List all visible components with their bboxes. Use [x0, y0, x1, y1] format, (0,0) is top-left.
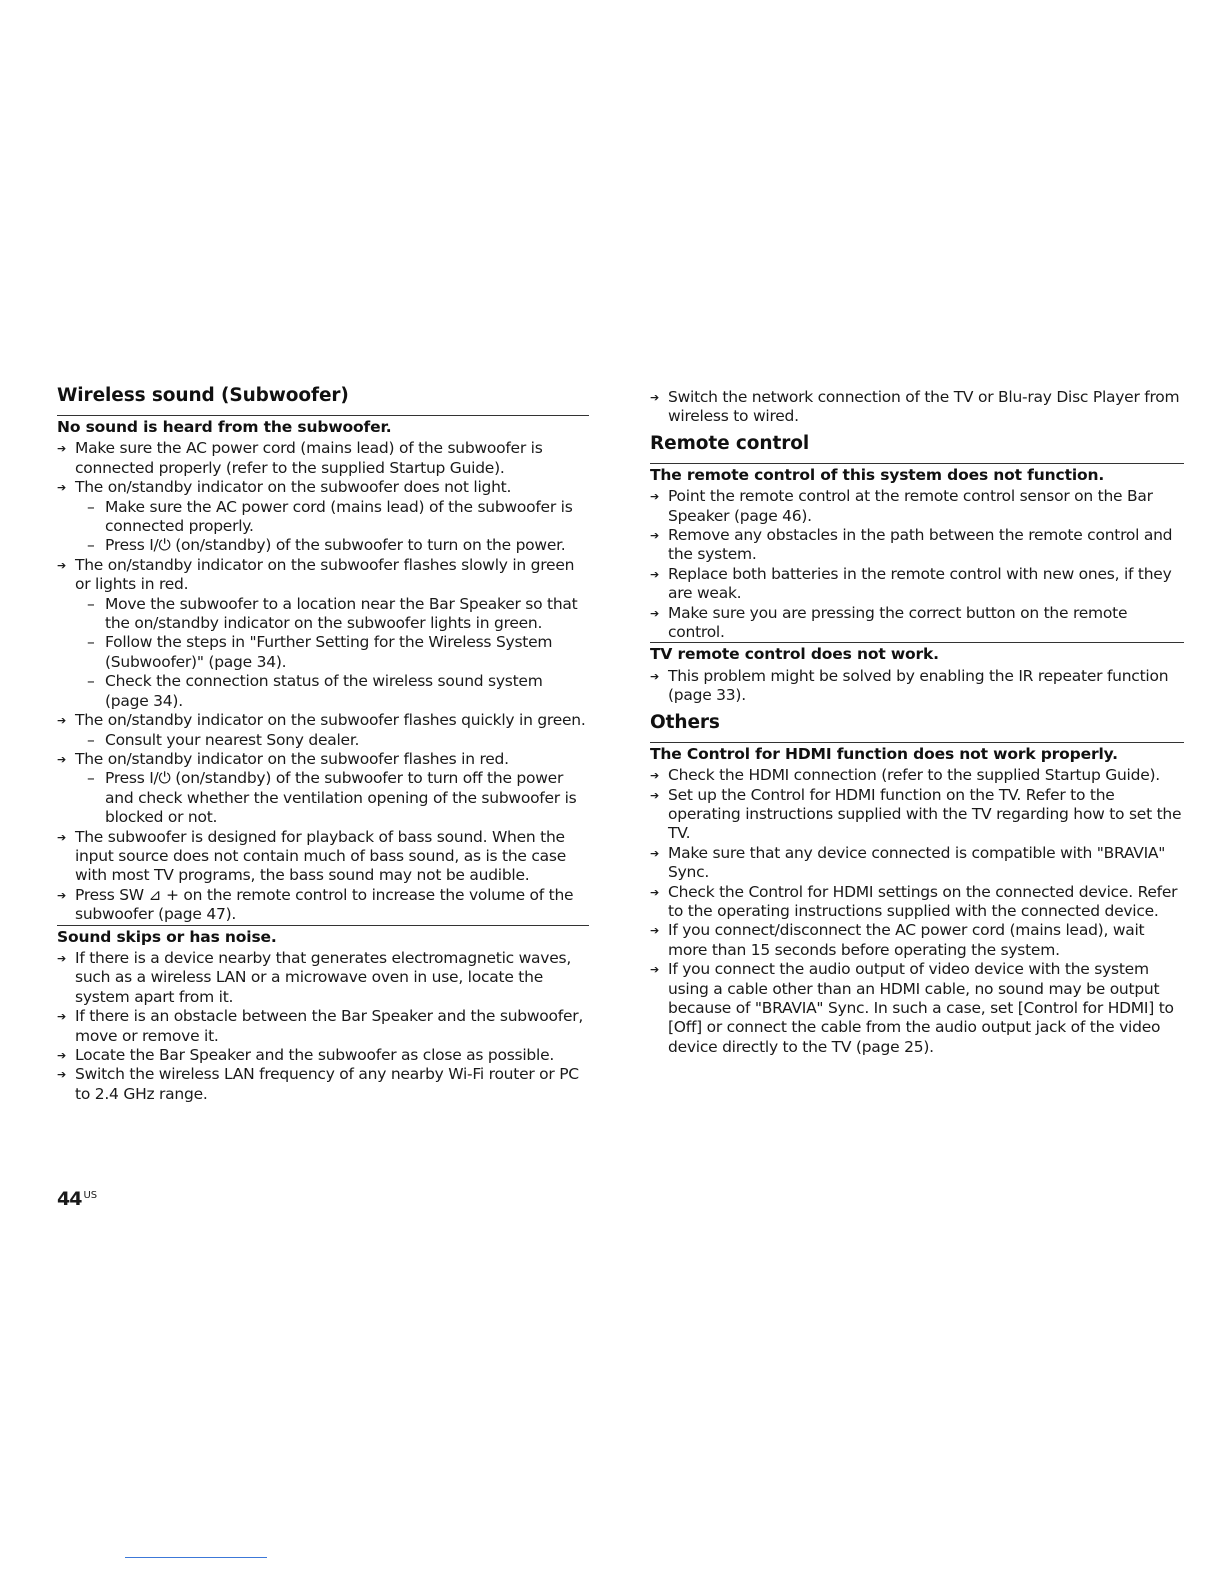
- list-item: ➔ The on/standby indicator on the subwoofer flashes slowly in green or lights in red.: [57, 556, 589, 595]
- issue-heading-no-sound: No sound is heard from the subwoofer.: [57, 415, 589, 437]
- sub-item: – Follow the steps in "Further Setting for the Wireless System (Subwoofer)" (page 34).: [57, 633, 589, 672]
- list-item: ➔ Locate the Bar Speaker and the subwoofer as close as possible.: [57, 1046, 589, 1065]
- left-column: [57, 385, 589, 1104]
- list-item: ➔ If there is a device nearby that generates electromagnetic waves, such as a wireless LAN or a microwave oven in use, locate the system apart from it.: [57, 949, 589, 1007]
- sub-item: – Press I/⏻ (on/standby) of the subwoofer to turn off the power and check whether the ventilation opening of the subwoofer is blocked or not.: [57, 769, 589, 827]
- list-item: ➔ This problem might be solved by enabling the IR repeater function (page 33).: [650, 667, 1184, 706]
- list-item: ➔ Make sure the AC power cord (mains lead) of the subwoofer is connected properly (refer to the supplied Startup Guide).: [57, 439, 589, 478]
- list-item: ➔ Point the remote control at the remote control sensor on the Bar Speaker (page 46).: [650, 487, 1184, 526]
- sub-item: – Make sure the AC power cord (mains lead) of the subwoofer is connected properly.: [57, 498, 589, 537]
- issue-heading-sound-skips: Sound skips or has noise.: [57, 925, 589, 947]
- issue-heading-hdmi-control: The Control for HDMI function does not work properly.: [650, 742, 1184, 764]
- sub-item: – Move the subwoofer to a location near the Bar Speaker so that the on/standby indicator on the subwoofer lights in green.: [57, 595, 589, 634]
- footer-divider: [125, 1557, 267, 1558]
- list-item: ➔ The on/standby indicator on the subwoofer flashes in red.: [57, 750, 589, 769]
- list-item: ➔ Set up the Control for HDMI function on the TV. Refer to the operating instructions supplied with the TV regarding how to set the TV.: [650, 786, 1184, 844]
- section-title-others: Others: [650, 711, 720, 733]
- sub-item: – Press I/⏻ (on/standby) of the subwoofer to turn on the power.: [57, 536, 589, 555]
- issue-heading-remote-not-function: The remote control of this system does not function.: [650, 463, 1184, 485]
- sub-item: – Consult your nearest Sony dealer.: [57, 731, 589, 750]
- list-item: ➔ Check the HDMI connection (refer to the supplied Startup Guide).: [650, 766, 1184, 785]
- list-item: ➔ Remove any obstacles in the path between the remote control and the system.: [650, 526, 1184, 565]
- list-item: ➔ If you connect/disconnect the AC power cord (mains lead), wait more than 15 seconds before operating the system.: [650, 921, 1184, 960]
- list-item: ➔ Make sure you are pressing the correct button on the remote control.: [650, 604, 1184, 643]
- list-item: ➔ Make sure that any device connected is compatible with "BRAVIA" Sync.: [650, 844, 1184, 883]
- list-item: ➔ If there is an obstacle between the Bar Speaker and the subwoofer, move or remove it.: [57, 1007, 589, 1046]
- list-item: ➔ If you connect the audio output of video device with the system using a cable other than an HDMI cable, no sound may be output because of "BRAVIA" Sync. In such a case, set [Control for HDMI] to [Off] or connect the cable from the audio output jack of the video device directly to the TV (page 25).: [650, 960, 1184, 1057]
- page-number-suffix: US: [83, 1190, 98, 1201]
- list-item: ➔ Switch the network connection of the TV or Blu-ray Disc Player from wireless to wired.: [650, 388, 1184, 427]
- section-title-remote-control: Remote control: [650, 432, 810, 454]
- page-number: [57, 1188, 97, 1210]
- list-item: ➔ Check the Control for HDMI settings on the connected device. Refer to the operating instructions supplied with the connected device.: [650, 883, 1184, 922]
- right-column: [650, 388, 1184, 1057]
- list-item: ➔ Press SW ⊿ + on the remote control to increase the volume of the subwoofer (page 47).: [57, 886, 589, 925]
- section-title-wireless-sound: Wireless sound (Subwoofer): [57, 385, 349, 406]
- list-item: ➔ Switch the wireless LAN frequency of any nearby Wi-Fi router or PC to 2.4 GHz range.: [57, 1065, 589, 1104]
- sub-item: – Check the connection status of the wireless sound system (page 34).: [57, 672, 589, 711]
- page-number-value: 44: [57, 1188, 82, 1210]
- list-item: ➔ Replace both batteries in the remote control with new ones, if they are weak.: [650, 565, 1184, 604]
- list-item: ➔ The on/standby indicator on the subwoofer flashes quickly in green.: [57, 711, 589, 730]
- issue-heading-tv-remote: TV remote control does not work.: [650, 642, 1184, 664]
- list-item: ➔ The subwoofer is designed for playback of bass sound. When the input source does not contain much of bass sound, as is the case with most TV programs, the bass sound may not be audible.: [57, 828, 589, 886]
- list-item: ➔ The on/standby indicator on the subwoofer does not light.: [57, 478, 589, 497]
